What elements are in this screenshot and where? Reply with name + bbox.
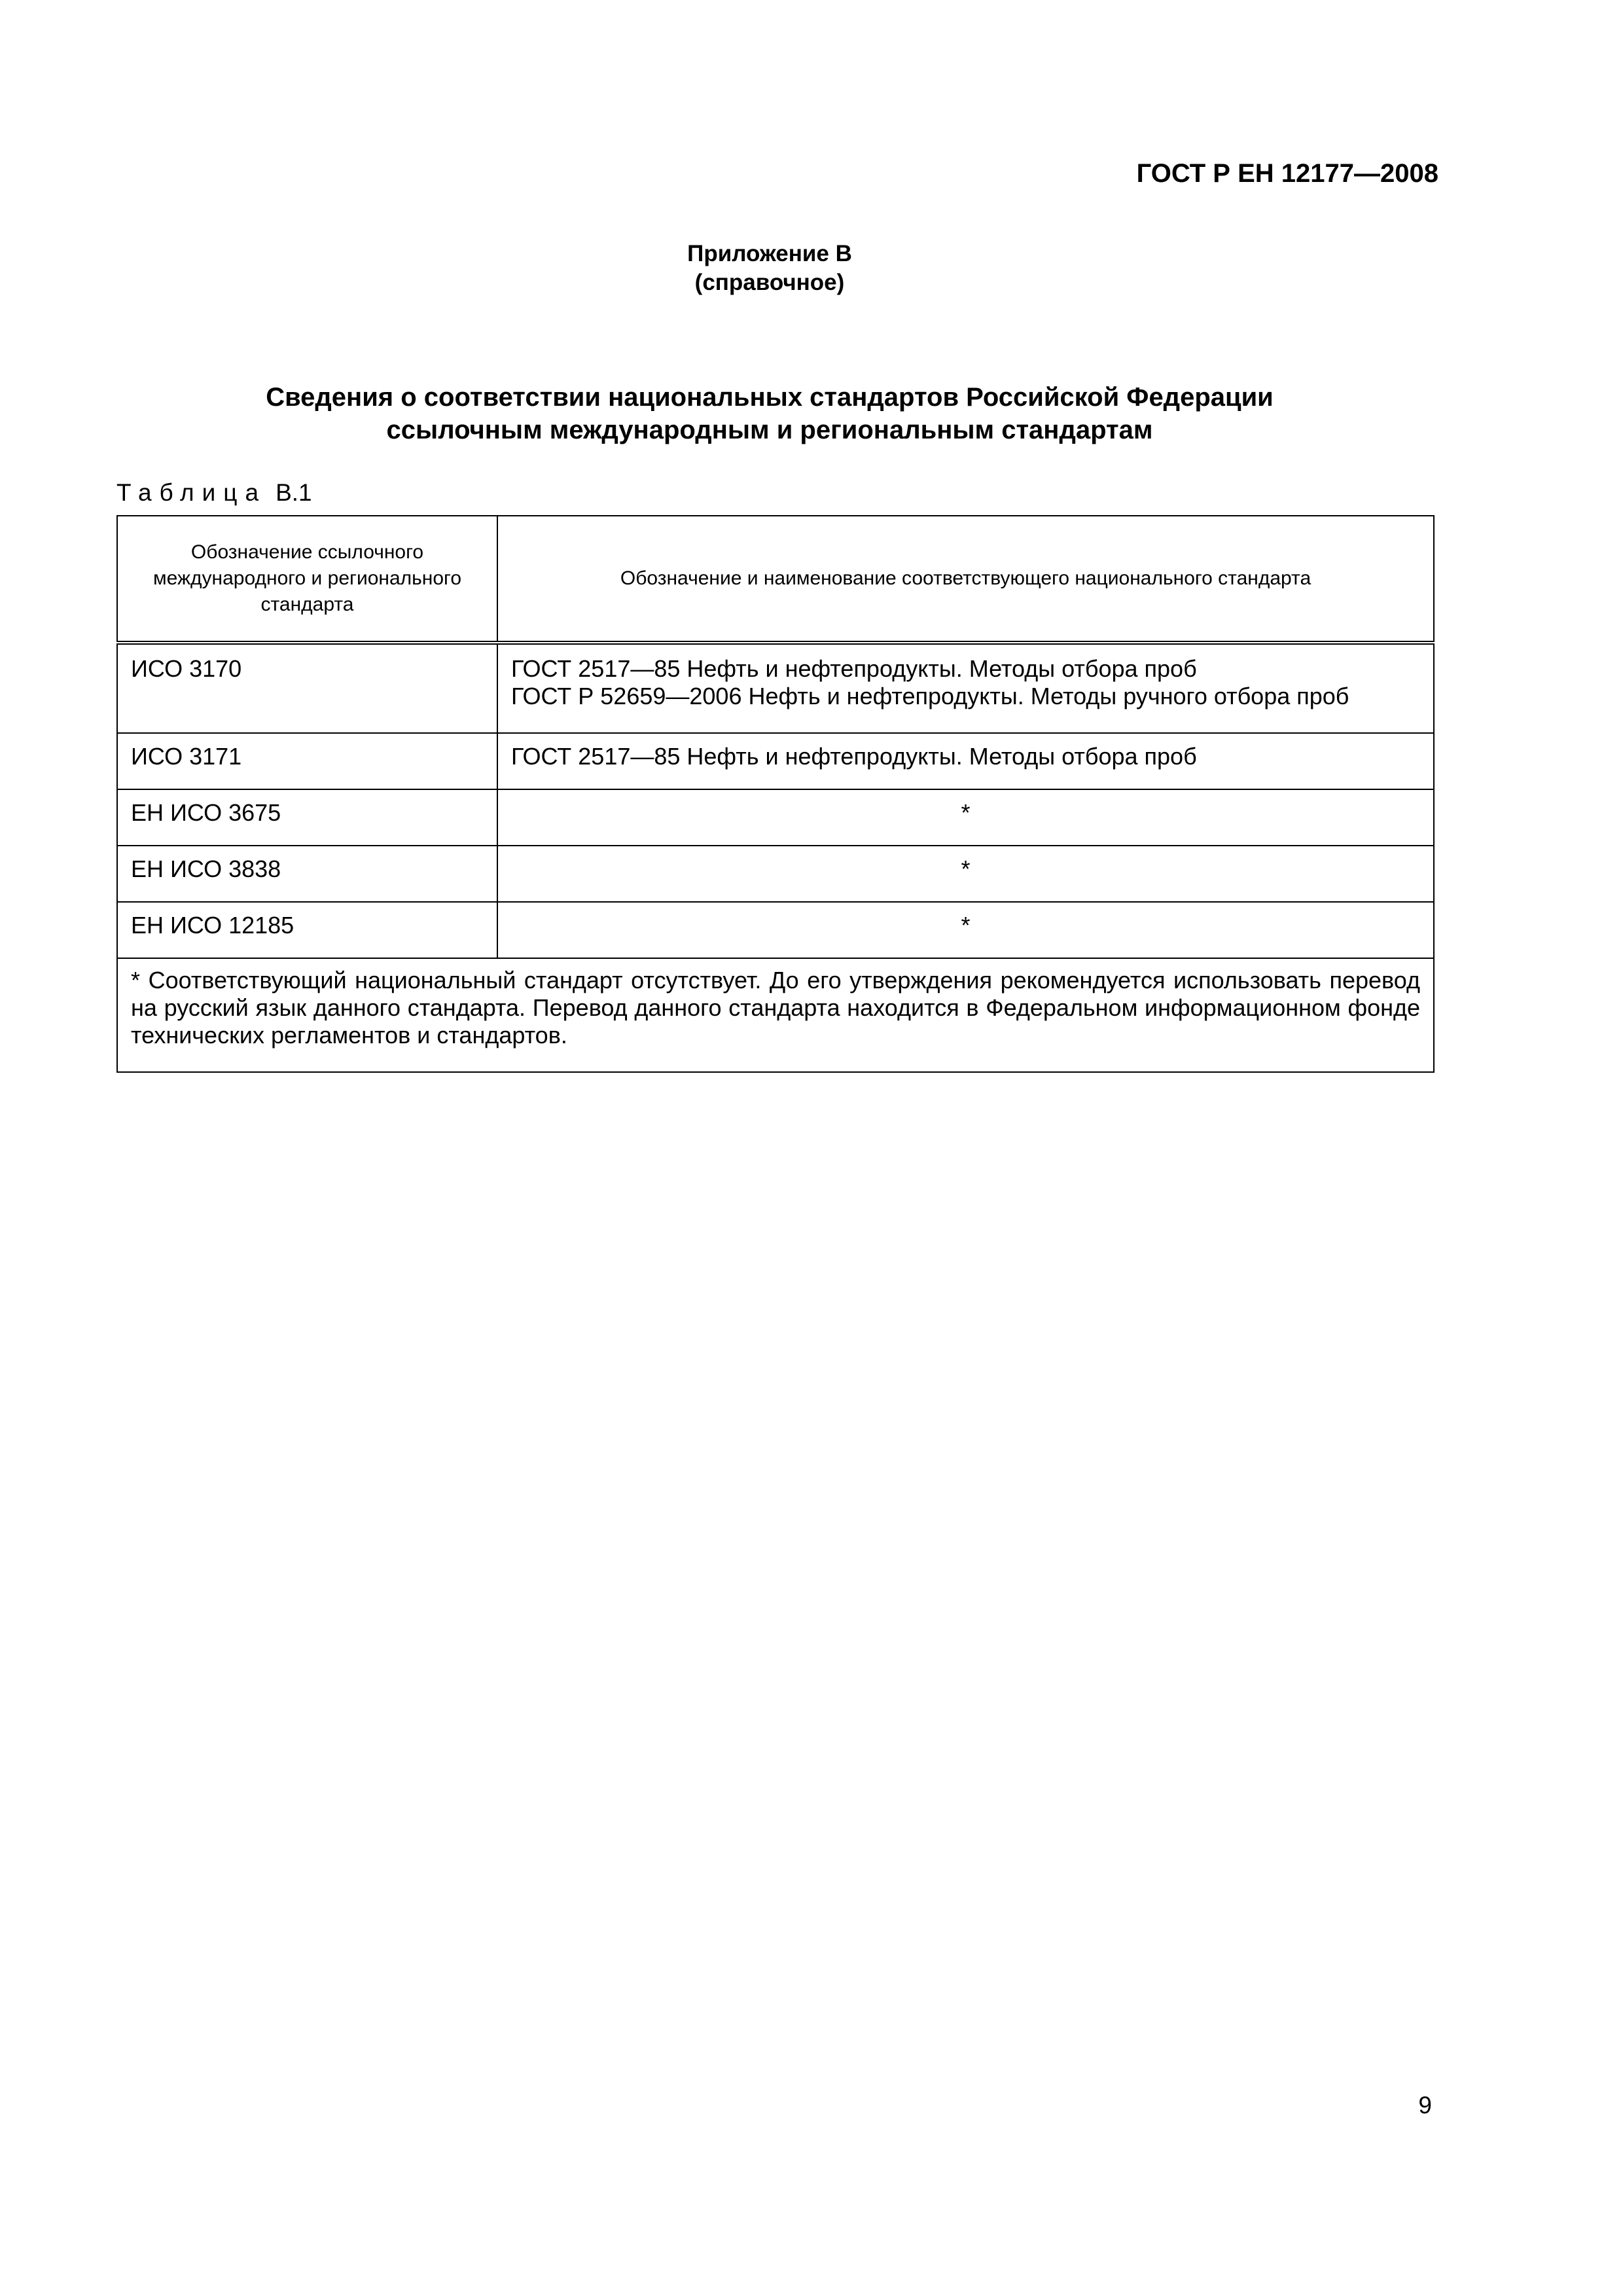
table-row: [117, 643, 1434, 733]
table-row: [117, 789, 1434, 846]
appendix-title-line-2: ссылочным международным и региональным стандартам: [386, 416, 1153, 444]
standards-table: [116, 515, 1435, 1073]
national-standard-line: ГОСТ 2517—85 Нефть и нефтепродукты. Методы отбора проб: [511, 743, 1197, 770]
reference-standard-cell: ИСО 3171: [117, 733, 497, 789]
national-standard-absent-marker: *: [497, 902, 1434, 958]
table-footnote-row: [117, 958, 1434, 1072]
table-caption-word: Таблица: [116, 479, 267, 506]
header-national-standard: Обозначение и наименование соответствующего национального стандарта: [497, 516, 1434, 643]
table-row: [117, 902, 1434, 958]
reference-standard-cell: ЕН ИСО 12185: [117, 902, 497, 958]
reference-standard-cell: ЕН ИСО 3838: [117, 846, 497, 902]
table-caption: [116, 479, 312, 507]
national-standard-absent-marker: *: [497, 789, 1434, 846]
table-footnote: * Соответствующий национальный стандарт отсутствует. До его утверждения рекомендуется использовать перевод на русский язык данного стандарта. Перевод данного стандарта находится в Федеральном информационном фонде технических регламентов и стандартов.: [117, 958, 1434, 1072]
appendix-type: (справочное): [694, 270, 845, 295]
appendix-title: [0, 381, 1539, 446]
national-standard-cell: [497, 733, 1434, 789]
table-row: [117, 846, 1434, 902]
national-standard-line: ГОСТ Р 52659—2006 Нефть и нефтепродукты. Методы ручного отбора проб: [511, 683, 1349, 709]
header-reference-standard: Обозначение ссылочного международного и регионального стандарта: [117, 516, 497, 643]
table-row: [117, 733, 1434, 789]
national-standard-cell: [497, 643, 1434, 733]
appendix-title-line-1: Сведения о соответствии национальных стандартов Российской Федерации: [266, 383, 1274, 412]
table-header-row: [117, 516, 1434, 643]
page-number: 9: [1418, 2092, 1432, 2119]
appendix-label: Приложение В: [687, 241, 852, 266]
national-standard-line: ГОСТ 2517—85 Нефть и нефтепродукты. Методы отбора проб: [511, 655, 1197, 682]
table-caption-number: В.1: [276, 479, 312, 506]
appendix-heading: [0, 240, 1539, 297]
reference-standard-cell: ЕН ИСО 3675: [117, 789, 497, 846]
document-code: ГОСТ Р ЕН 12177—2008: [1136, 159, 1438, 188]
national-standard-absent-marker: *: [497, 846, 1434, 902]
reference-standard-cell: ИСО 3170: [117, 643, 497, 733]
